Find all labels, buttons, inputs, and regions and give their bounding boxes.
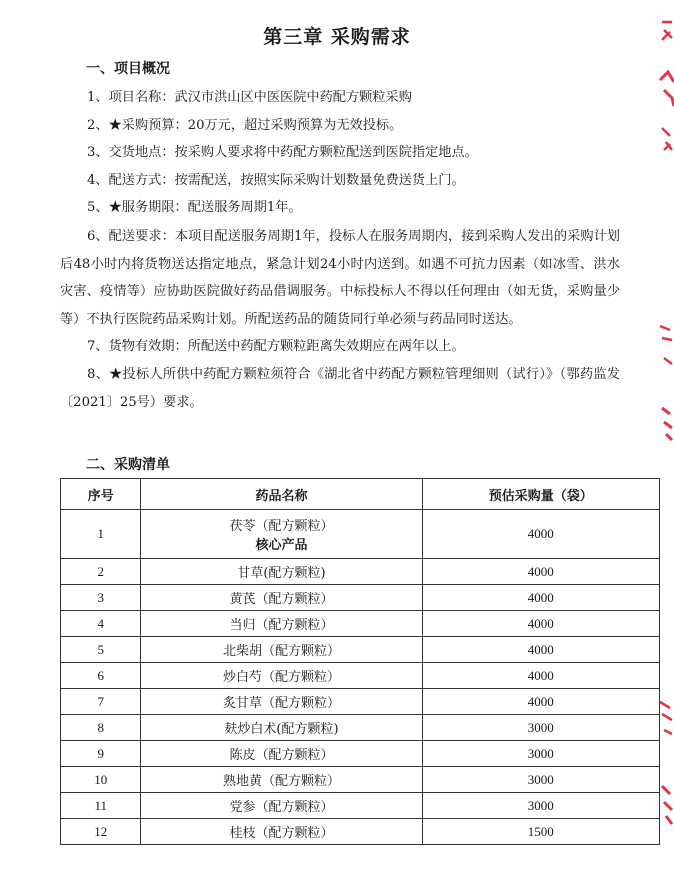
overview-item: 8、★投标人所供中药配方颗粒须符合《湖北省中药配方颗粒管理细则（试行）》（鄂药监发〔2021〕25号）要求。 — [60, 366, 620, 410]
column-header-qty: 预估采购量（袋） — [422, 479, 659, 510]
row-number: 6 — [61, 663, 141, 689]
drug-name-cell — [141, 559, 422, 585]
row-number: 9 — [61, 741, 141, 767]
quantity: 1500 — [422, 819, 659, 845]
table-row — [61, 510, 660, 559]
quantity: 4000 — [422, 510, 659, 559]
drug-name-cell — [141, 510, 422, 559]
overview-item: 3、交货地点：按采购人要求将中药配方颗粒配送到医院指定地点。 — [87, 145, 478, 161]
table-row — [61, 767, 660, 793]
drug-name-cell — [141, 767, 422, 793]
row-number: 3 — [61, 585, 141, 611]
overview-item: 6、配送要求：本项目配送服务周期1年，投标人在服务周期内，接到采购人发出的采购计划后48小时内将货物送达指定地点，紧急计划24小时内送到。如遇不可抗力因素（如冰雪、洪水灾害、疫情等）应协助医院做好药品借调服务。中标投标人不得以任何理由（如无货，采购量少等）不执行医院药品采购计划。所配送药品的随货同行单必须与药品同时送达。 — [60, 228, 620, 327]
quantity: 4000 — [422, 637, 659, 663]
drug-name: 甘草(配方颗粒) — [237, 566, 326, 581]
column-header-name: 药品名称 — [141, 479, 422, 510]
table-row — [61, 689, 660, 715]
drug-name-cell — [141, 715, 422, 741]
red-seal-fragment — [654, 10, 674, 160]
quantity: 3000 — [422, 741, 659, 767]
quantity: 3000 — [422, 715, 659, 741]
procurement-table — [60, 478, 660, 845]
drug-name: 熟地黄（配方颗粒） — [222, 774, 340, 789]
drug-name: 黄芪（配方颗粒） — [229, 592, 334, 607]
quantity: 4000 — [422, 559, 659, 585]
row-number: 8 — [61, 715, 141, 741]
table-row — [61, 559, 660, 585]
drug-name: 茯苓（配方颗粒） — [229, 519, 334, 534]
table-row — [61, 819, 660, 845]
drug-name-cell — [141, 741, 422, 767]
drug-name: 麸炒白术(配方颗粒) — [224, 722, 339, 737]
core-product-label: 核心产品 — [255, 538, 308, 553]
drug-name-cell — [141, 689, 422, 715]
row-number: 11 — [61, 793, 141, 819]
column-header-no: 序号 — [61, 479, 141, 510]
red-seal-fragment — [654, 690, 674, 840]
section-heading-overview: 一、项目概况 — [86, 61, 170, 77]
row-number: 12 — [61, 819, 141, 845]
quantity: 4000 — [422, 663, 659, 689]
drug-name: 党参（配方颗粒） — [229, 800, 334, 815]
row-number: 7 — [61, 689, 141, 715]
table-row — [61, 715, 660, 741]
overview-item: 5、★服务期限：配送服务周期1年。 — [87, 200, 302, 216]
table-row — [61, 793, 660, 819]
table-header-row — [61, 479, 660, 510]
overview-list — [60, 84, 620, 416]
table-row — [61, 663, 660, 689]
drug-name: 当归（配方颗粒） — [229, 618, 334, 633]
quantity: 4000 — [422, 585, 659, 611]
drug-name-cell — [141, 793, 422, 819]
table-row — [61, 741, 660, 767]
drug-name: 陈皮（配方颗粒） — [229, 748, 334, 763]
drug-name-cell — [141, 819, 422, 845]
table-row — [61, 637, 660, 663]
table-row — [61, 585, 660, 611]
drug-name-cell — [141, 611, 422, 637]
quantity: 4000 — [422, 611, 659, 637]
quantity: 3000 — [422, 767, 659, 793]
drug-name-cell — [141, 663, 422, 689]
section-heading-list: 二、采购清单 — [86, 457, 170, 473]
row-number: 4 — [61, 611, 141, 637]
quantity: 3000 — [422, 793, 659, 819]
drug-name: 炙甘草（配方颗粒） — [222, 696, 340, 711]
drug-name: 桂枝（配方颗粒） — [229, 826, 334, 841]
row-number: 10 — [61, 767, 141, 793]
drug-name: 北柴胡（配方颗粒） — [222, 644, 340, 659]
drug-name: 炒白芍（配方颗粒） — [222, 670, 340, 685]
overview-item: 4、配送方式：按需配送，按照实际采购计划数量免费送货上门。 — [87, 172, 465, 188]
drug-name-cell — [141, 637, 422, 663]
quantity: 4000 — [422, 689, 659, 715]
row-number: 1 — [61, 510, 141, 559]
red-seal-fragment — [654, 318, 674, 458]
row-number: 2 — [61, 559, 141, 585]
chapter-title: 第三章 采购需求 — [263, 26, 411, 48]
drug-name-cell — [141, 585, 422, 611]
overview-item: 2、★采购预算：20万元，超过采购预算为无效投标。 — [87, 117, 403, 133]
overview-item: 7、货物有效期：所配送中药配方颗粒距离失效期应在两年以上。 — [87, 339, 465, 355]
row-number: 5 — [61, 637, 141, 663]
overview-item: 1、项目名称：武汉市洪山区中医医院中药配方颗粒采购 — [87, 90, 412, 105]
table-row — [61, 611, 660, 637]
